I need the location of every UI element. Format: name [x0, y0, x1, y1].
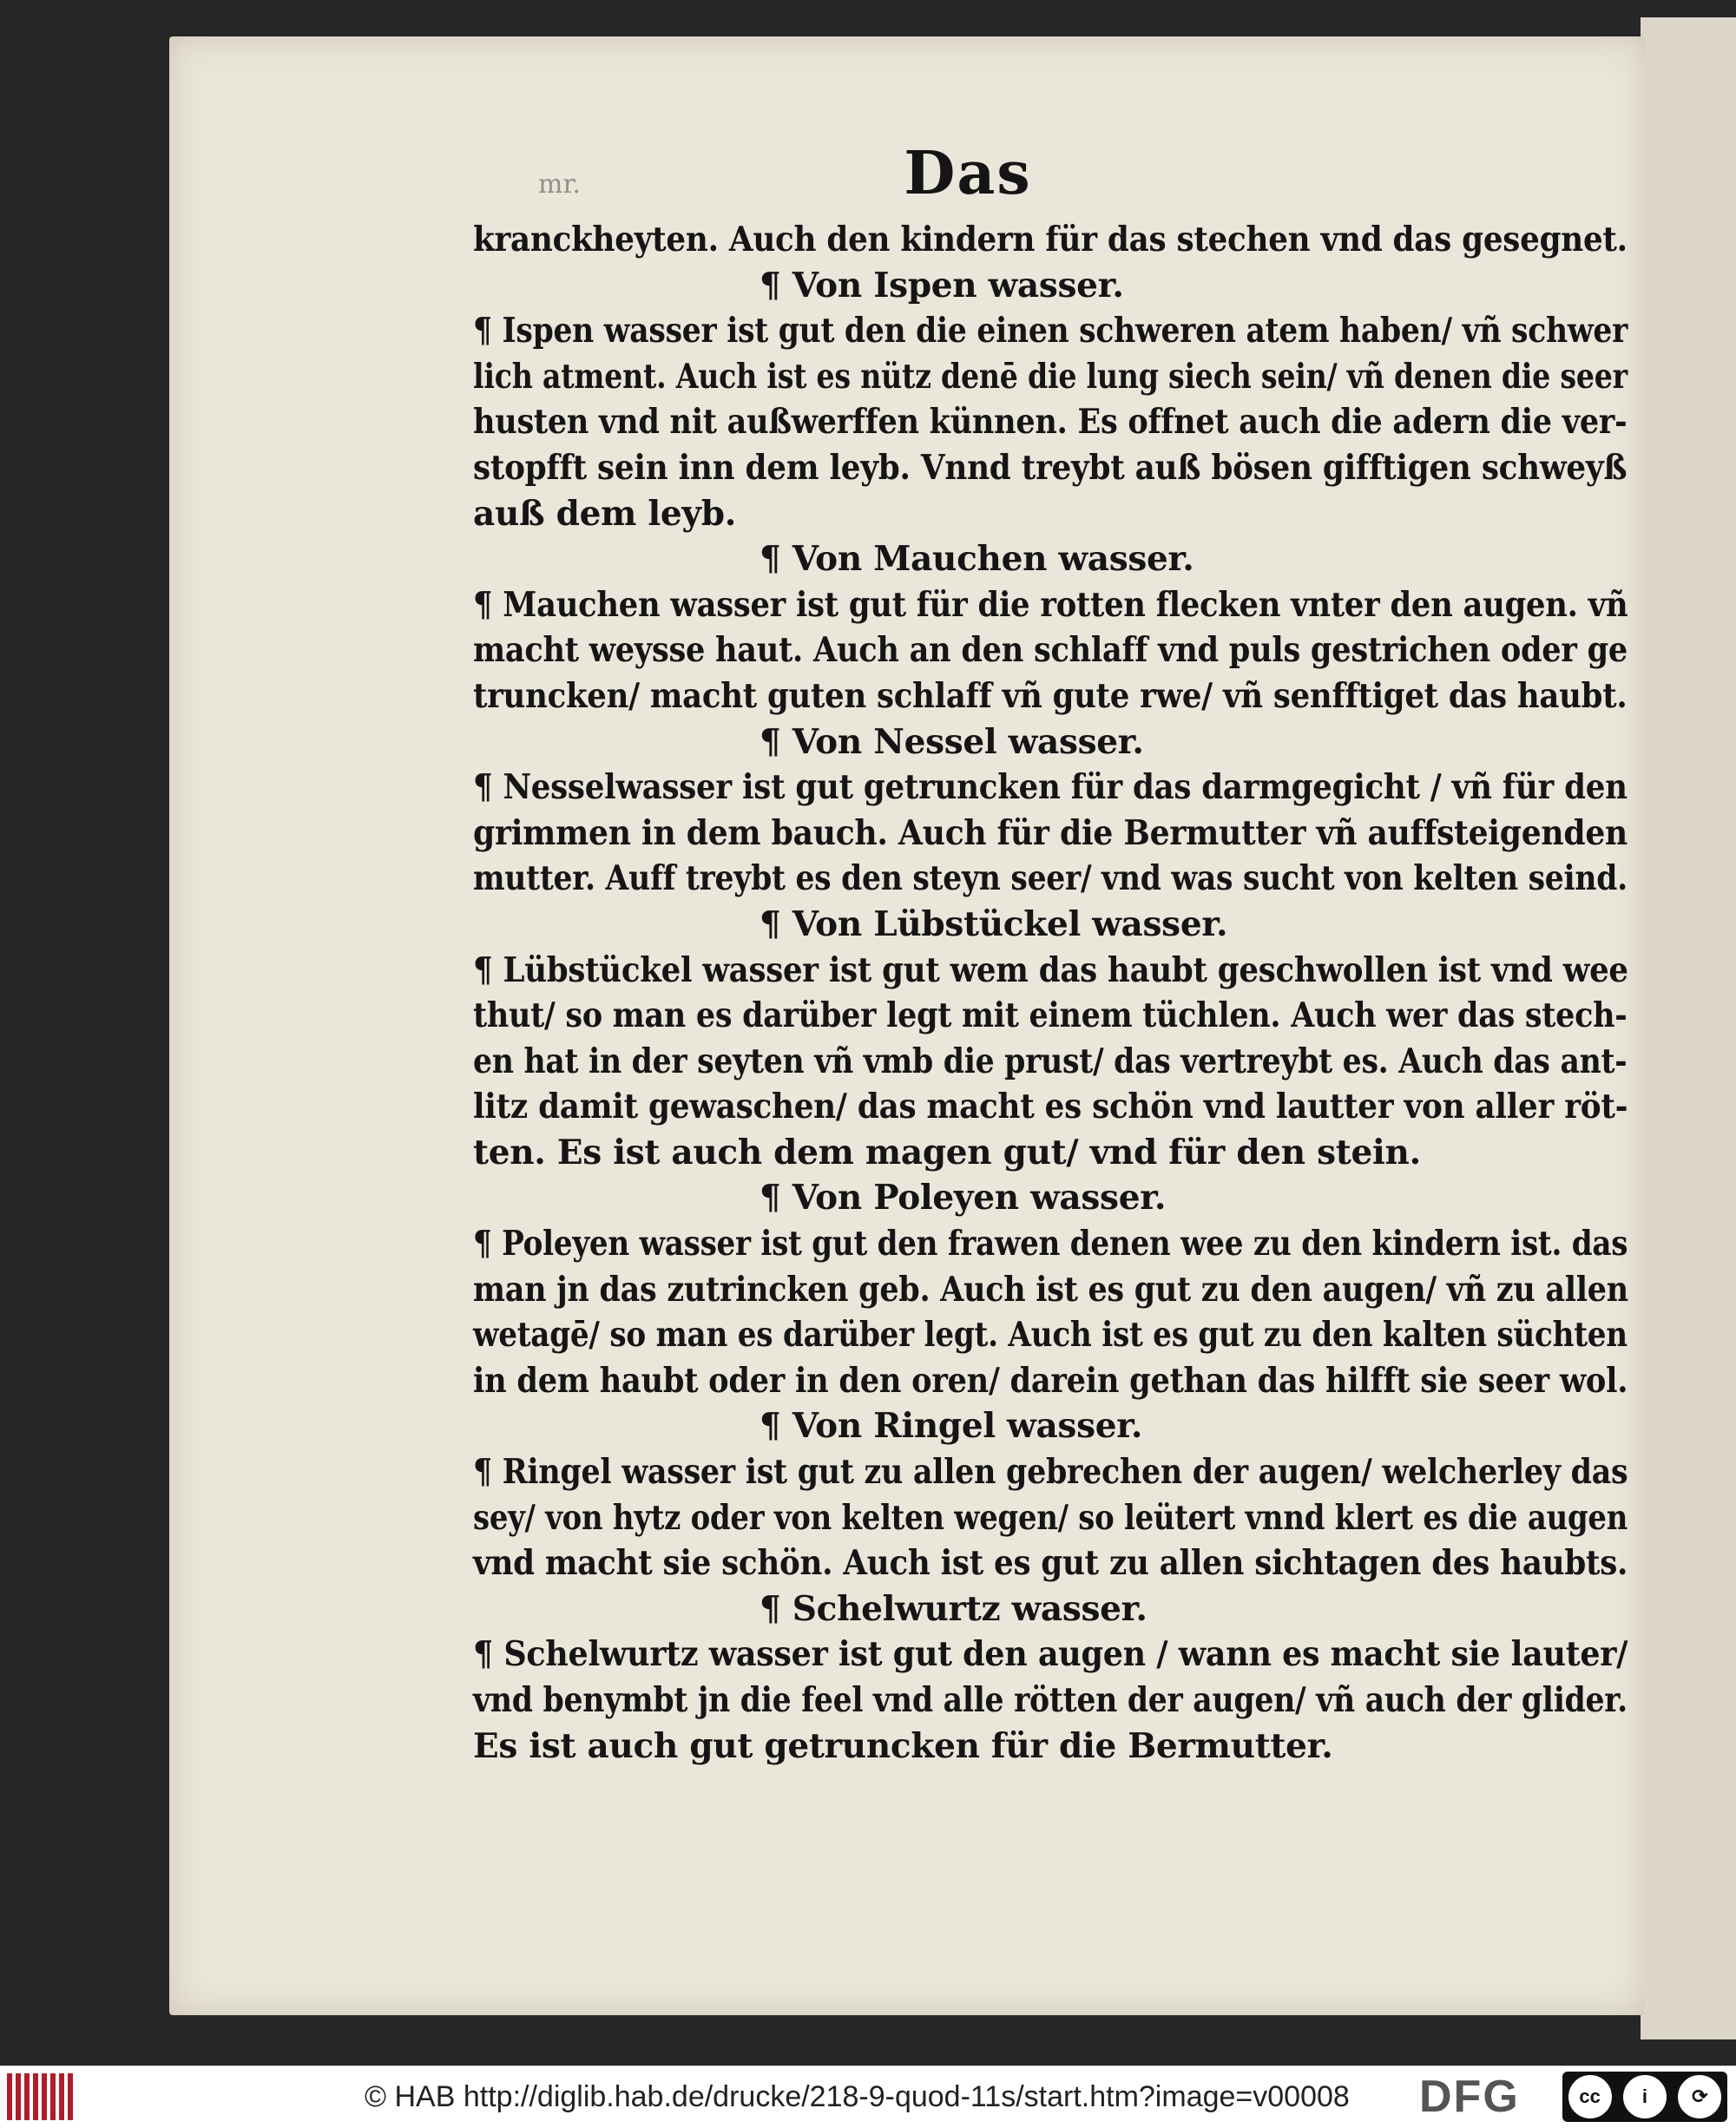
viewer-footer	[0, 2066, 1736, 2128]
text-line: ¶ Ringel wasser ist gut zu allen gebrechen der augen/ welcherley das	[473, 1452, 1628, 1493]
text-line: ¶ Lübstückel wasser ist gut wem das haubt geschwollen ist vnd wee	[473, 949, 1628, 990]
text-line: ¶ Nesselwasser ist gut getruncken für das darmgegicht / vñ für den	[473, 767, 1628, 808]
text-line: kranckheyten. Auch den kindern für das stechen vnd das gesegnet.	[473, 220, 1628, 259]
text-line: ¶ Ispen wasser ist gut den die einen schweren atem haben/ vñ schwer	[473, 311, 1628, 351]
text-line: in dem haubt oder in den oren/ darein gethan das hilfft sie seer wol.	[473, 1360, 1628, 1401]
marginal-note: mr.	[538, 169, 582, 200]
cc-license-badge[interactable]	[1562, 2072, 1727, 2122]
text-line: Es ist auch gut getruncken für die Bermutter.	[473, 1725, 1333, 1766]
running-head: Das	[904, 139, 1032, 208]
page-text-block	[473, 130, 1628, 1769]
text-line: vnd macht sie schön. Auch ist es gut zu allen sichtagen des haubts.	[473, 1543, 1628, 1584]
text-line: vnd benymbt jn die feel vnd alle rötten der augen/ vñ auch der glider.	[473, 1680, 1628, 1720]
by-icon: i	[1623, 2075, 1667, 2118]
text-line: truncken/ macht guten schlaff vñ gute rwe/ vñ senfftiget das haubt.	[473, 675, 1628, 716]
text-line: ¶ Schelwurtz wasser ist gut den augen / wann es macht sie lauter/	[473, 1634, 1628, 1675]
sa-icon: ⟳	[1678, 2075, 1721, 2118]
adjacent-page-edge	[1641, 17, 1736, 2039]
text-line: litz damit gewaschen/ das macht es schön vnd lautter von aller röt-	[473, 1087, 1628, 1127]
text-line: en hat in der seyten vñ vmb die prust/ das vertreybt es. Auch das ant-	[473, 1041, 1628, 1081]
section-title: ¶ Schelwurtz wasser.	[760, 1588, 1147, 1629]
cc-icon: cc	[1568, 2075, 1612, 2118]
text-line: thut/ so man es darüber legt mit einem tüchlen. Auch wer das stech-	[473, 995, 1628, 1036]
text-lines	[473, 217, 1628, 1769]
text-line: man jn das zutrincken geb. Auch ist es gut zu den augen/ vñ zu allen	[473, 1269, 1628, 1310]
section-title: ¶ Von Lübstückel wasser.	[760, 903, 1228, 944]
section-title: ¶ Von Poleyen wasser.	[760, 1178, 1167, 1218]
text-line: stopfft sein inn dem leyb. Vnnd treybt auß bösen gifftigen schweyß	[473, 447, 1628, 488]
text-line: wetagē/ so man es darüber legt. Auch ist es gut zu den kalten süchten	[473, 1315, 1628, 1356]
text-line: ten. Es ist auch dem magen gut/ vnd für den stein.	[473, 1132, 1421, 1172]
text-line: auß dem leyb.	[473, 493, 736, 534]
text-line: mutter. Auff treybt es den steyn seer/ vnd was sucht von kelten seind.	[473, 858, 1628, 899]
text-line: sey/ von hytz oder von kelten wegen/ so leütert vnnd klert es die augen	[473, 1497, 1628, 1538]
section-title: ¶ Von Nessel wasser.	[760, 721, 1144, 762]
text-line: macht weysse haut. Auch an den schlaff vnd puls gestrichen oder ge	[473, 630, 1628, 671]
dfg-logo[interactable]: DFG	[1419, 2072, 1520, 2122]
text-line: husten vnd nit außwerffen künnen. Es offnet auch die adern die ver-	[473, 402, 1628, 443]
section-title: ¶ Von Ringel wasser.	[760, 1406, 1143, 1447]
section-title: ¶ Von Ispen wasser.	[760, 265, 1124, 305]
text-line: lich atment. Auch ist es nütz denē die lung siech sein/ vñ denen die seer	[473, 356, 1628, 397]
section-title: ¶ Von Mauchen wasser.	[760, 539, 1194, 580]
text-line: ¶ Mauchen wasser ist gut für die rotten flecken vnter den augen. vñ	[473, 584, 1628, 625]
text-line: ¶ Poleyen wasser ist gut den frawen denen wee zu den kindern ist. das	[473, 1224, 1628, 1264]
text-line: grimmen in dem bauch. Auch für die Bermutter vñ auffsteigenden	[473, 812, 1628, 853]
footer-citation-link[interactable]: © HAB http://diglib.hab.de/drucke/218-9-quod-11s/start.htm?image=v00008	[365, 2080, 1350, 2113]
hab-barcode-icon[interactable]	[7, 2073, 73, 2120]
